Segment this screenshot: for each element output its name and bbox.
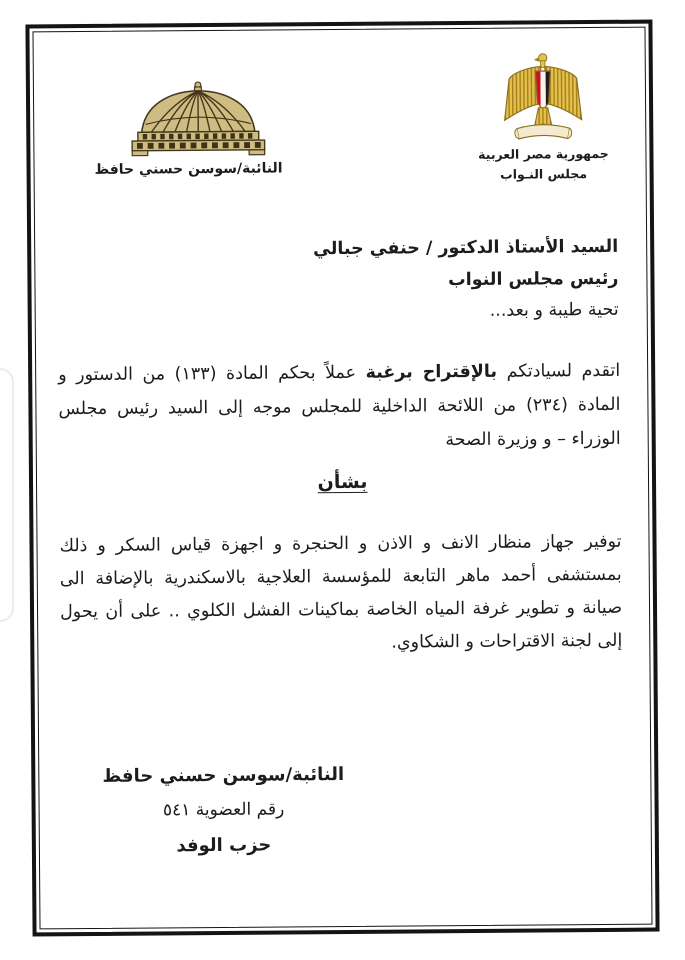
scan-edge-artifact: [0, 368, 14, 622]
state-name-caption: جمهورية مصر العربية: [478, 145, 609, 162]
salutation: تحية طيبة و بعد...: [489, 299, 619, 321]
proposal-type-emphasis: بالإقتراح برغبة: [365, 361, 498, 383]
signature-block: [73, 757, 374, 864]
request-paragraph: توفير جهاز منظار الانف و الاذن و الحنجرة و اجهزة قياس السكر و ذلك بمستشفى أحمد ماهر التابعة للمؤسسة العلاجية بالاسكندرية بالإضافة الى صيانة و تطوير غرفة المياه الخاصة بماكينات الفشل الكلوي .. على أن يحول إلى لجنة الاقتراحات و الشكاوي.: [59, 531, 623, 653]
recipient-title: رئيس مجلس النواب: [448, 268, 619, 290]
member-letterhead: [94, 80, 283, 178]
council-name-caption: مجلس النـواب: [500, 166, 588, 182]
membership-number: رقم العضوية ٥٤١: [162, 799, 285, 821]
subject-heading: بشأن: [317, 470, 368, 494]
egypt-eagle-icon: [499, 50, 588, 145]
state-letterhead: [471, 50, 616, 185]
recipient-name: السيد الأستاذ الدكتور / حنفي جبالي: [312, 236, 619, 260]
intro-paragraph: [58, 354, 621, 460]
greeting-block: [313, 232, 619, 329]
intro-text-rest: عملاً بحكم المادة (١٣٣) من الدستور و المادة (٢٣٤) من اللائحة الداخلية للمجلس موجه إلى السيد رئيس مجلس الوزراء – و وزيرة الصحة: [58, 362, 621, 451]
intro-text-lead: اتقدم لسيادتكم: [496, 360, 621, 382]
party-name: حزب الوفد: [176, 834, 272, 857]
parliament-dome-icon: [129, 81, 268, 158]
scanned-letter-sheet: [25, 20, 659, 937]
member-name-banner: النائبة/سوسن حسني حافظ: [94, 160, 283, 178]
signer-name: النائبة/سوسن حسني حافظ: [102, 763, 345, 787]
